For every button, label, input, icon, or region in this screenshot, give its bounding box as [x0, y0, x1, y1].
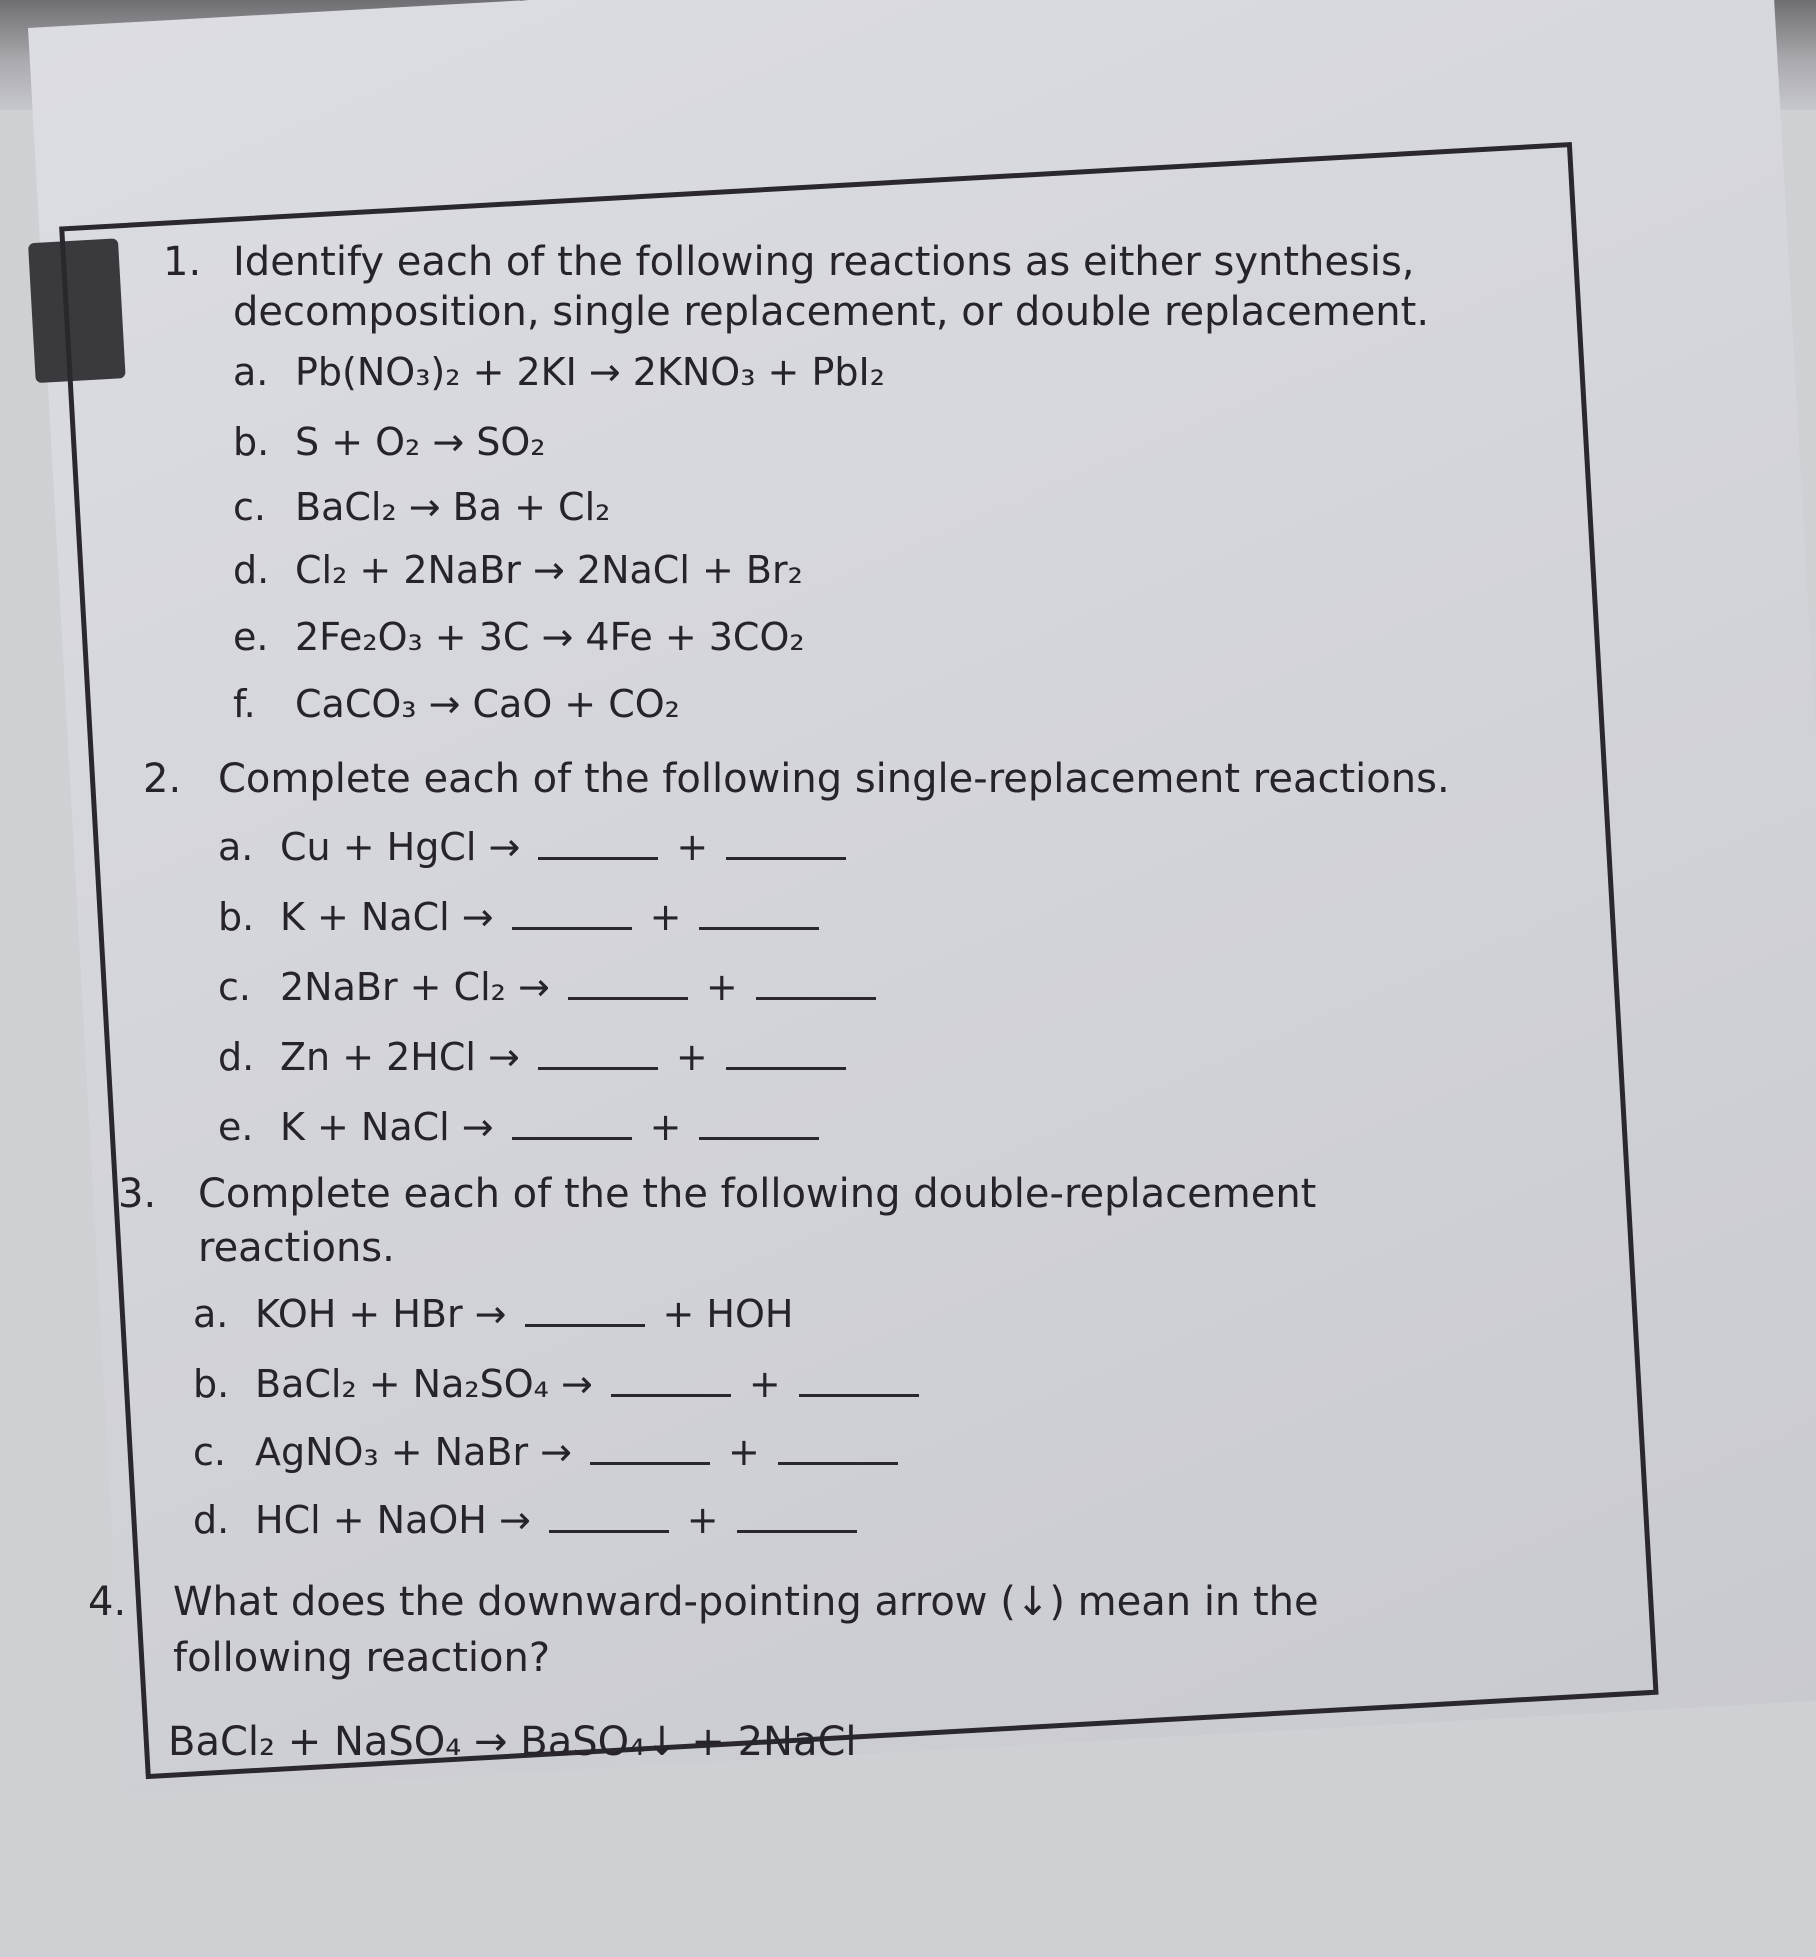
question-4-equation: BaCl₂ + NaSO₄ → BaSO₄↓ + 2NaCl	[168, 1719, 857, 1765]
plus-sign: +	[748, 1362, 781, 1406]
answer-blank[interactable]	[778, 1432, 898, 1465]
answer-blank[interactable]	[525, 1294, 645, 1327]
answer-blank[interactable]	[699, 1107, 819, 1140]
answer-blank[interactable]	[799, 1364, 919, 1397]
question-2-item-b	[218, 893, 837, 941]
question-4-prompt-line1: What does the downward-pointing arrow (↓) mean in the	[173, 1579, 1319, 1625]
question-3-number: 3.	[118, 1171, 157, 1217]
item-letter: a.	[233, 350, 269, 394]
equation: CaCO₃ → CaO + CO₂	[295, 682, 680, 726]
answer-blank[interactable]	[512, 897, 632, 930]
question-3-item-b	[193, 1360, 937, 1408]
question-3-prompt-line1: Complete each of the the following double-replacement	[198, 1171, 1317, 1217]
equation: KOH + HBr →	[255, 1292, 507, 1336]
answer-blank[interactable]	[590, 1432, 710, 1465]
plus-sign: +	[675, 1035, 708, 1079]
question-2-item-a	[218, 823, 864, 871]
answer-blank[interactable]	[568, 967, 688, 1000]
question-1-item-f	[233, 680, 680, 728]
item-letter: b.	[233, 420, 270, 464]
equation: Cl₂ + 2NaBr → 2NaCl + Br₂	[295, 548, 803, 592]
question-1-number: 1.	[163, 239, 202, 285]
equation: BaCl₂ + Na₂SO₄ →	[255, 1362, 593, 1406]
plus-sign: +	[728, 1430, 760, 1474]
item-letter: b.	[218, 895, 255, 939]
question-1-item-e	[233, 613, 805, 661]
worksheet-content	[28, 28, 1773, 1798]
question-4-prompt-line2: following reaction?	[173, 1635, 551, 1681]
item-letter: c.	[193, 1430, 226, 1474]
plus-sign: +	[676, 825, 709, 869]
equation: 2Fe₂O₃ + 3C → 4Fe + 3CO₂	[295, 615, 805, 659]
question-3-item-d	[193, 1496, 875, 1544]
question-2-item-c	[218, 963, 894, 1011]
equation: HCl + NaOH →	[255, 1498, 531, 1542]
answer-blank[interactable]	[538, 827, 658, 860]
question-2-number: 2.	[143, 756, 182, 802]
item-letter: e.	[218, 1105, 254, 1149]
question-1-prompt-line2: decomposition, single replacement, or double replacement.	[233, 289, 1430, 335]
item-letter: d.	[218, 1035, 255, 1079]
equation: AgNO₃ + NaBr →	[255, 1430, 573, 1474]
equation: Zn + 2HCl →	[280, 1035, 520, 1079]
question-1-prompt-line1: Identify each of the following reactions as either synthesis,	[233, 239, 1415, 285]
question-1-item-c	[233, 483, 610, 531]
answer-blank[interactable]	[611, 1364, 731, 1397]
equation: Cu + HgCl →	[280, 825, 521, 869]
equation: K + NaCl →	[280, 1105, 494, 1149]
plus-hoh: + HOH	[662, 1292, 794, 1336]
question-3-item-c	[193, 1428, 916, 1476]
equation: Pb(NO₃)₂ + 2KI → 2KNO₃ + PbI₂	[295, 350, 885, 394]
answer-blank[interactable]	[756, 967, 876, 1000]
equation: K + NaCl →	[280, 895, 494, 939]
answer-blank[interactable]	[549, 1500, 669, 1533]
plus-sign: +	[649, 895, 682, 939]
worksheet-page	[28, 0, 1816, 1795]
answer-blank[interactable]	[512, 1107, 632, 1140]
question-2-item-d	[218, 1033, 864, 1081]
question-1-item-d	[233, 546, 803, 594]
answer-blank[interactable]	[538, 1037, 658, 1070]
question-3-item-a	[193, 1290, 794, 1338]
plus-sign: +	[686, 1498, 719, 1542]
item-letter: b.	[193, 1362, 230, 1406]
question-2-item-e	[218, 1103, 837, 1151]
item-letter: e.	[233, 615, 269, 659]
answer-blank[interactable]	[726, 1037, 846, 1070]
question-1-item-b	[233, 418, 546, 466]
answer-blank[interactable]	[737, 1500, 857, 1533]
question-4-number: 4.	[88, 1579, 127, 1625]
question-2-prompt: Complete each of the following single-replacement reactions.	[218, 756, 1450, 802]
item-letter: a.	[193, 1292, 229, 1336]
item-letter: f.	[233, 682, 256, 726]
equation: 2NaBr + Cl₂ →	[280, 965, 550, 1009]
plus-sign: +	[705, 965, 738, 1009]
plus-sign: +	[649, 1105, 682, 1149]
item-letter: a.	[218, 825, 254, 869]
question-3-prompt-line2: reactions.	[198, 1225, 395, 1271]
item-letter: c.	[233, 485, 266, 529]
item-letter: d.	[193, 1498, 230, 1542]
equation: S + O₂ → SO₂	[295, 420, 546, 464]
equation: BaCl₂ → Ba + Cl₂	[295, 485, 611, 529]
item-letter: d.	[233, 548, 270, 592]
answer-blank[interactable]	[726, 827, 846, 860]
answer-blank[interactable]	[699, 897, 819, 930]
question-1-item-a	[233, 348, 885, 396]
item-letter: c.	[218, 965, 251, 1009]
